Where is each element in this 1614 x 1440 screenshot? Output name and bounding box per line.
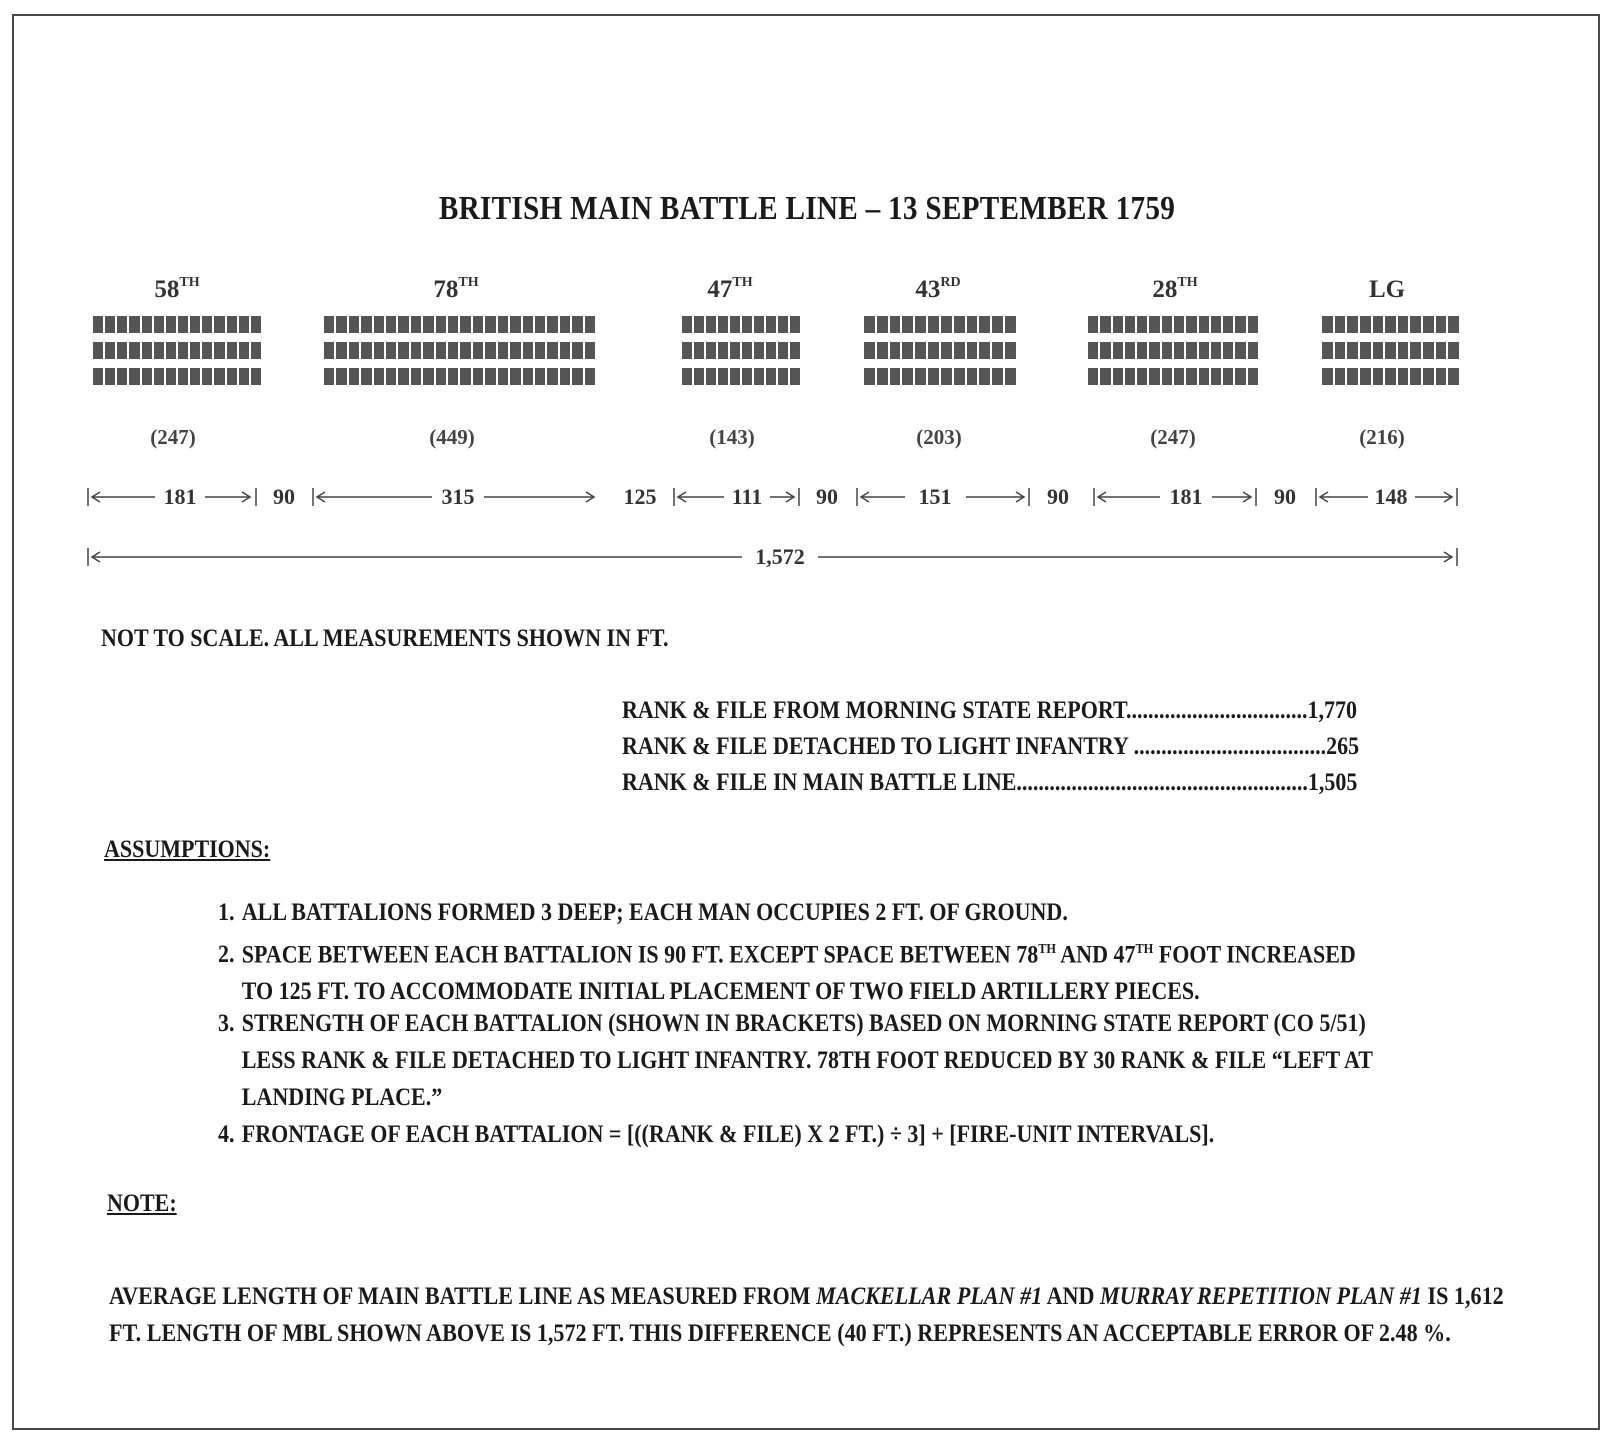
summary-row-morning-state: RANK & FILE FROM MORNING STATE REPORT.................................1,770 [622,697,1358,724]
summary-label: RANK & FILE IN MAIN BATTLE LINE [622,769,1017,796]
battalion-strength-43rd: (203) [916,425,962,449]
assumptions-heading: ASSUMPTIONS: [104,836,271,863]
battalion-label-58th: 58TH [154,274,200,303]
dimension-lines [0,0,1614,600]
assumption-item-3: 3. STRENGTH OF EACH BATTALION (SHOWN IN BRACKETS) BASED ON MORNING STATE REPORT (CO 5/51) LESS RANK & FILE DETACHED TO LIGHT INFANTRY. 78TH FOOT REDUCED BY 30 RANK & FILE “LEFT AT LANDING PLACE.” [218,1010,1373,1111]
assumption-item-4: 4. FRONTAGE OF EACH BATTALION = [((RANK & FILE) X 2 FT.) ÷ 3] + [FIRE-UNIT INTERVALS]. [218,1121,1215,1148]
battalion-label-28th: 28TH [1152,274,1198,303]
diagram-title: BRITISH MAIN BATTLE LINE – 13 SEPTEMBER 1759 [438,190,1176,227]
battalion-label-lg: LG [1368,276,1406,303]
battalion-label-43rd: 43RD [915,274,961,303]
note-body: AVERAGE LENGTH OF MAIN BATTLE LINE AS MEASURED FROM MACKELLAR PLAN #1 AND MURRAY REPETITION PLAN #1 IS 1,612 FT. LENGTH OF MBL SHOWN ABOVE IS 1,572 FT. THIS DIFFERENCE (40 FT.) REPRESENTS AN ACCEPTABLE ERROR OF 2.48 %. [109,1283,1504,1347]
battalion-label-78th: 78TH [433,274,479,303]
frontage-58th: 181 [163,484,197,509]
battalion-strength-78th: (449) [429,425,475,449]
gap-78th-47th: 125 [623,484,657,509]
summary-row-detached: RANK & FILE DETACHED TO LIGHT INFANTRY ...................................265 [622,733,1360,760]
frontage-43rd: 151 [918,484,952,509]
assumption-item-2: 2. SPACE BETWEEN EACH BATTALION IS 90 FT. EXCEPT SPACE BETWEEN 78TH AND 47TH FOOT INCREASED TO 125 FT. TO ACCOMMODATE INITIAL PLACEMENT OF TWO FIELD ARTILLERY PIECES. [218,941,1356,1006]
summary-label: RANK & FILE DETACHED TO LIGHT INFANTRY [622,733,1134,760]
battalion-strength-28th: (247) [1150,425,1196,449]
total-length: 1,572 [755,544,805,569]
frontage-lg: 148 [1374,484,1408,509]
assumption-item-1: 1. ALL BATTALIONS FORMED 3 DEEP; EACH MAN OCCUPIES 2 FT. OF GROUND. [218,899,1068,926]
gap-43rd-28th: 90 [1047,484,1069,509]
summary-value: 1,770 [1307,697,1358,724]
frontage-78th: 315 [441,484,475,509]
summary-value: 1,505 [1307,769,1358,796]
gap-58th-78th: 90 [273,484,295,509]
frontage-28th: 181 [1169,484,1203,509]
battalion-strength-lg: (216) [1359,425,1405,449]
battalion-strength-58th: (247) [150,425,196,449]
summary-label: RANK & FILE FROM MORNING STATE REPORT [622,697,1127,724]
scale-note: NOT TO SCALE. ALL MEASUREMENTS SHOWN IN FT. [101,625,669,652]
gap-47th-43rd: 90 [816,484,838,509]
battalion-label-47th: 47TH [707,274,753,303]
frontage-47th: 111 [731,484,763,509]
summary-value: 265 [1326,733,1360,760]
summary-row-main-line: RANK & FILE IN MAIN BATTLE LINE.....................................................1,505 [622,769,1358,796]
gap-28th-lg: 90 [1274,484,1296,509]
note-heading: NOTE: [107,1190,177,1217]
battalion-strength-47th: (143) [709,425,755,449]
